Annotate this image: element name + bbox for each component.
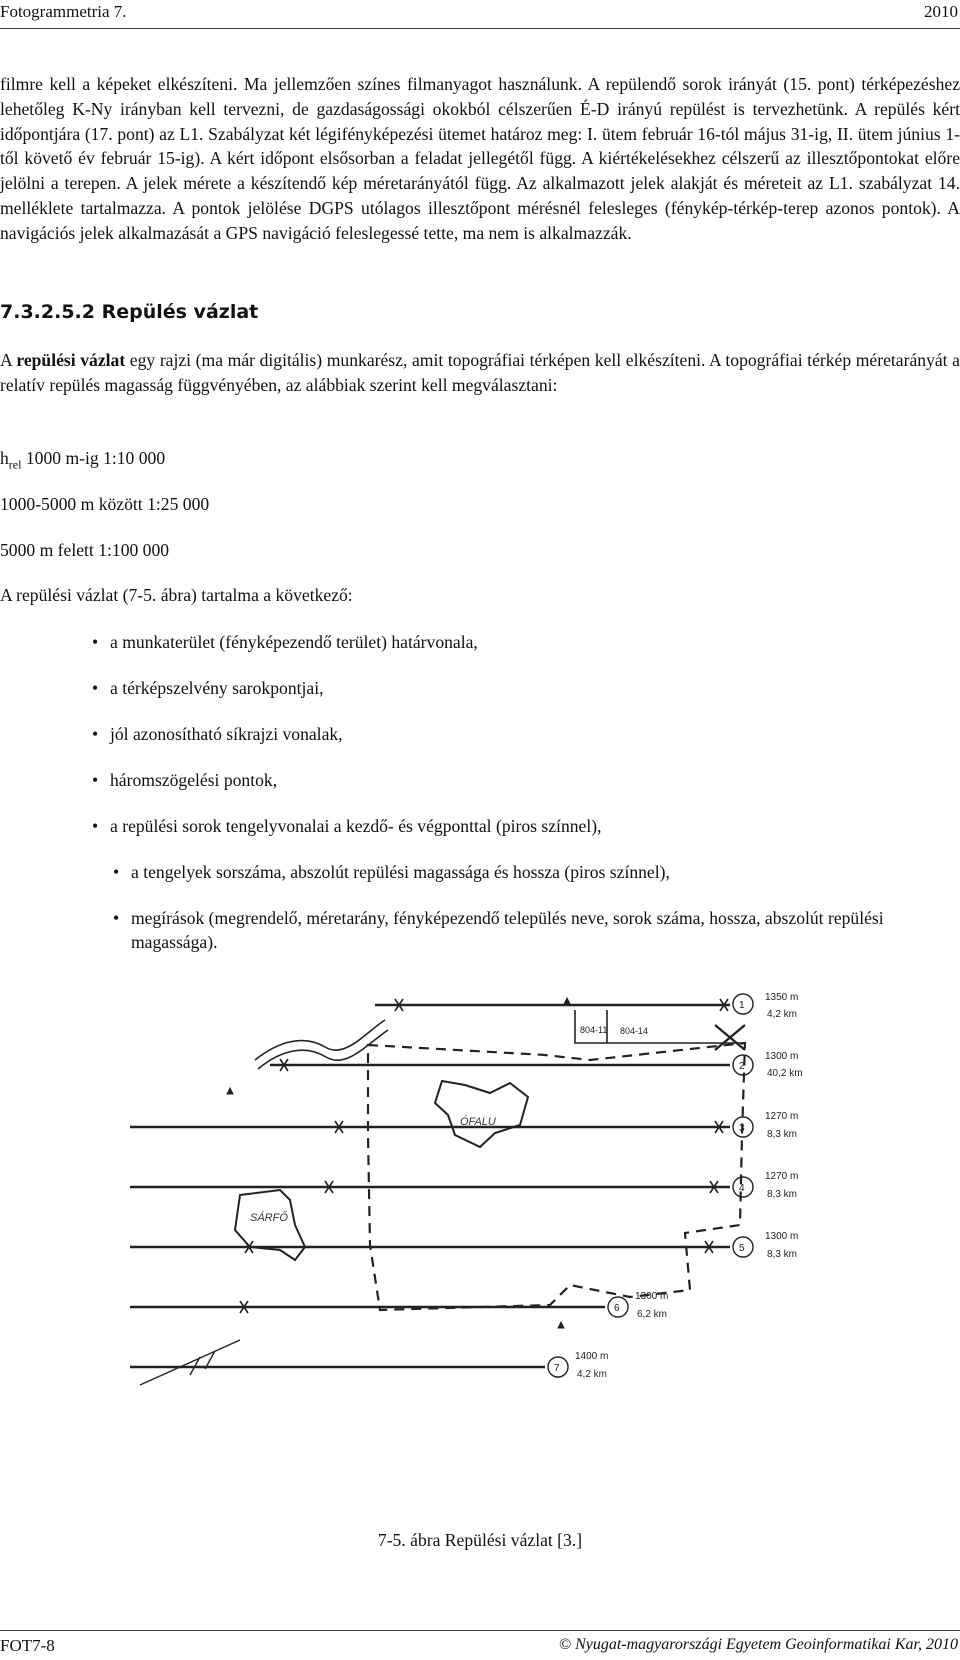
line-length: 6,2 km xyxy=(637,1309,668,1320)
figure-caption: 7-5. ábra Repülési vázlat [3.] xyxy=(377,1530,583,1550)
flight-line-1 xyxy=(375,999,730,1011)
line-number: 6 xyxy=(614,1303,620,1314)
line-number: 4 xyxy=(739,1183,745,1194)
village-label: ÓFALU xyxy=(460,1116,496,1128)
line-length: 4,2 km xyxy=(767,1009,798,1020)
power-line xyxy=(140,1340,240,1385)
crossing-mark xyxy=(715,1025,745,1050)
list-item: • jól azonosítható síkrajzi vonalak, xyxy=(110,722,343,746)
line-altitude: 1300 m xyxy=(765,1051,799,1062)
line-altitude: 1270 m xyxy=(765,1171,799,1182)
line-number: 7 xyxy=(554,1363,560,1374)
line-altitude: 1350 m xyxy=(765,992,799,1003)
flight-line-6 xyxy=(130,1301,605,1313)
list-item: • a repülési sorok tengelyvonalai a kezdő- és végponttal (piros színnel), xyxy=(110,814,602,838)
para2-pre: A xyxy=(0,350,17,370)
header-title: Fotogrammetria 7. xyxy=(0,2,127,21)
line-number: 2 xyxy=(739,1061,745,1072)
road-line xyxy=(258,1030,388,1069)
line-altitude: 1270 m xyxy=(765,1111,799,1122)
scale-line-1 xyxy=(0,448,165,473)
header-divider xyxy=(0,28,960,29)
flight-line-3 xyxy=(130,1121,730,1133)
sheet-label: 804-11 xyxy=(580,1025,608,1035)
village-outline-sarfo xyxy=(235,1190,305,1260)
sheet-label: 804-14 xyxy=(620,1026,649,1036)
scale-line-1-text: 1000 m-ig 1:10 000 xyxy=(21,448,166,468)
sub-list-item: • a tengelyek sorszáma, abszolút repülési magassága és hossza (piros színnel), xyxy=(131,860,670,884)
section-heading: 7.3.2.5.2 Repülés vázlat xyxy=(0,301,259,323)
para2-post: egy rajzi (ma már digitális) munkarész, amit topográfiai térképen kell elkészíteni. A topográfiai térkép méretarányát a relatív repülés magasság függvényében, az alábbiak szerint kell megválasztani: xyxy=(0,350,960,395)
flight-line-4 xyxy=(130,1181,730,1193)
line-number: 3 xyxy=(739,1123,745,1134)
header-year: 2010 xyxy=(924,2,958,21)
list-item: • a munkaterület (fényképezendő terület) határvonala, xyxy=(110,630,478,654)
triangulation-point-icon xyxy=(564,998,570,1004)
page-header xyxy=(0,0,960,26)
line-length: 8,3 km xyxy=(767,1249,798,1260)
list-intro: A repülési vázlat (7-5. ábra) tartalma a következő: xyxy=(0,585,353,605)
line-number: 1 xyxy=(739,1000,745,1011)
village-label: SÁRFŐ xyxy=(250,1212,288,1224)
line-length: 4,2 km xyxy=(577,1369,608,1380)
sub-list-item: • megírások (megrendelő, méretarány, fényképezendő település neve, sorok száma, hossza, abszolút repülési magassága). xyxy=(131,906,951,954)
line-altitude: 1400 m xyxy=(575,1351,609,1362)
list-item: • háromszögelési pontok, xyxy=(110,768,277,792)
village-outline-ofalu xyxy=(435,1081,528,1147)
triangulation-point-icon xyxy=(227,1088,233,1094)
flight-line-5 xyxy=(130,1241,730,1253)
work-area-boundary xyxy=(368,1043,745,1310)
paragraph-intro: filmre kell a képeket elkészíteni. Ma jellemzően színes filmanyagot használunk. A repülendő sorok irányát (15. pont) térképezéshez lehetőleg K-Ny irányban kell tervezni, de gazdaságossági okokból célszerűen É-D irányú repülést is tervezhetünk. A repülés kért időpontjára (17. pont) az L1. Szabályzat két légifényképezési ütemet határoz meg: I. ütem február 16-tól május 31-ig, II. ütem június 1-től követő év február 15-ig). A kért időpont elsősorban a feladat jellegétől függ. A kiértékelésekhez célszerű az illesztőpontokat előre jelölni a terepen. A jelek mérete a készítendő kép méretarányától függ. Az alkalmazott jelek alakját és méreteit az L1. szabályzat 14. melléklete tartalmazza. A pontok jelölése DGPS utólagos illesztőpont mérésnél felesleges (fénykép-térkép-terep azonos pontok). A navigációs jelek alkalmazását a GPS navigáció feleslegessé tette, ma nem is alkalmazzák. xyxy=(0,74,960,243)
scale-h: h xyxy=(0,448,9,468)
footer-divider xyxy=(0,1630,960,1631)
scale-line-2: 1000-5000 m között 1:25 000 xyxy=(0,494,210,514)
line-number: 5 xyxy=(739,1243,745,1254)
line-length: 8,3 km xyxy=(767,1189,798,1200)
scale-h-subscript: rel xyxy=(8,457,22,472)
line-length: 8,3 km xyxy=(767,1129,798,1140)
paragraph-sketch xyxy=(0,348,960,398)
footer-page-id: FOT7-8 xyxy=(0,1636,55,1655)
flight-sketch-figure xyxy=(130,985,850,1470)
line-altitude: 1300 m xyxy=(765,1231,799,1242)
line-altitude: 1300 m xyxy=(635,1291,669,1302)
footer-copyright: © Nyugat-magyarországi Egyetem Geoinformatikai Kar, 2010 xyxy=(558,1636,958,1653)
scale-line-3: 5000 m felett 1:100 000 xyxy=(0,540,170,560)
line-length: 40,2 km xyxy=(767,1068,803,1079)
para2-bold-term: repülési vázlat xyxy=(16,350,126,370)
triangulation-point-icon xyxy=(558,1322,564,1328)
list-item: • a térképszelvény sarokpontjai, xyxy=(110,676,324,700)
